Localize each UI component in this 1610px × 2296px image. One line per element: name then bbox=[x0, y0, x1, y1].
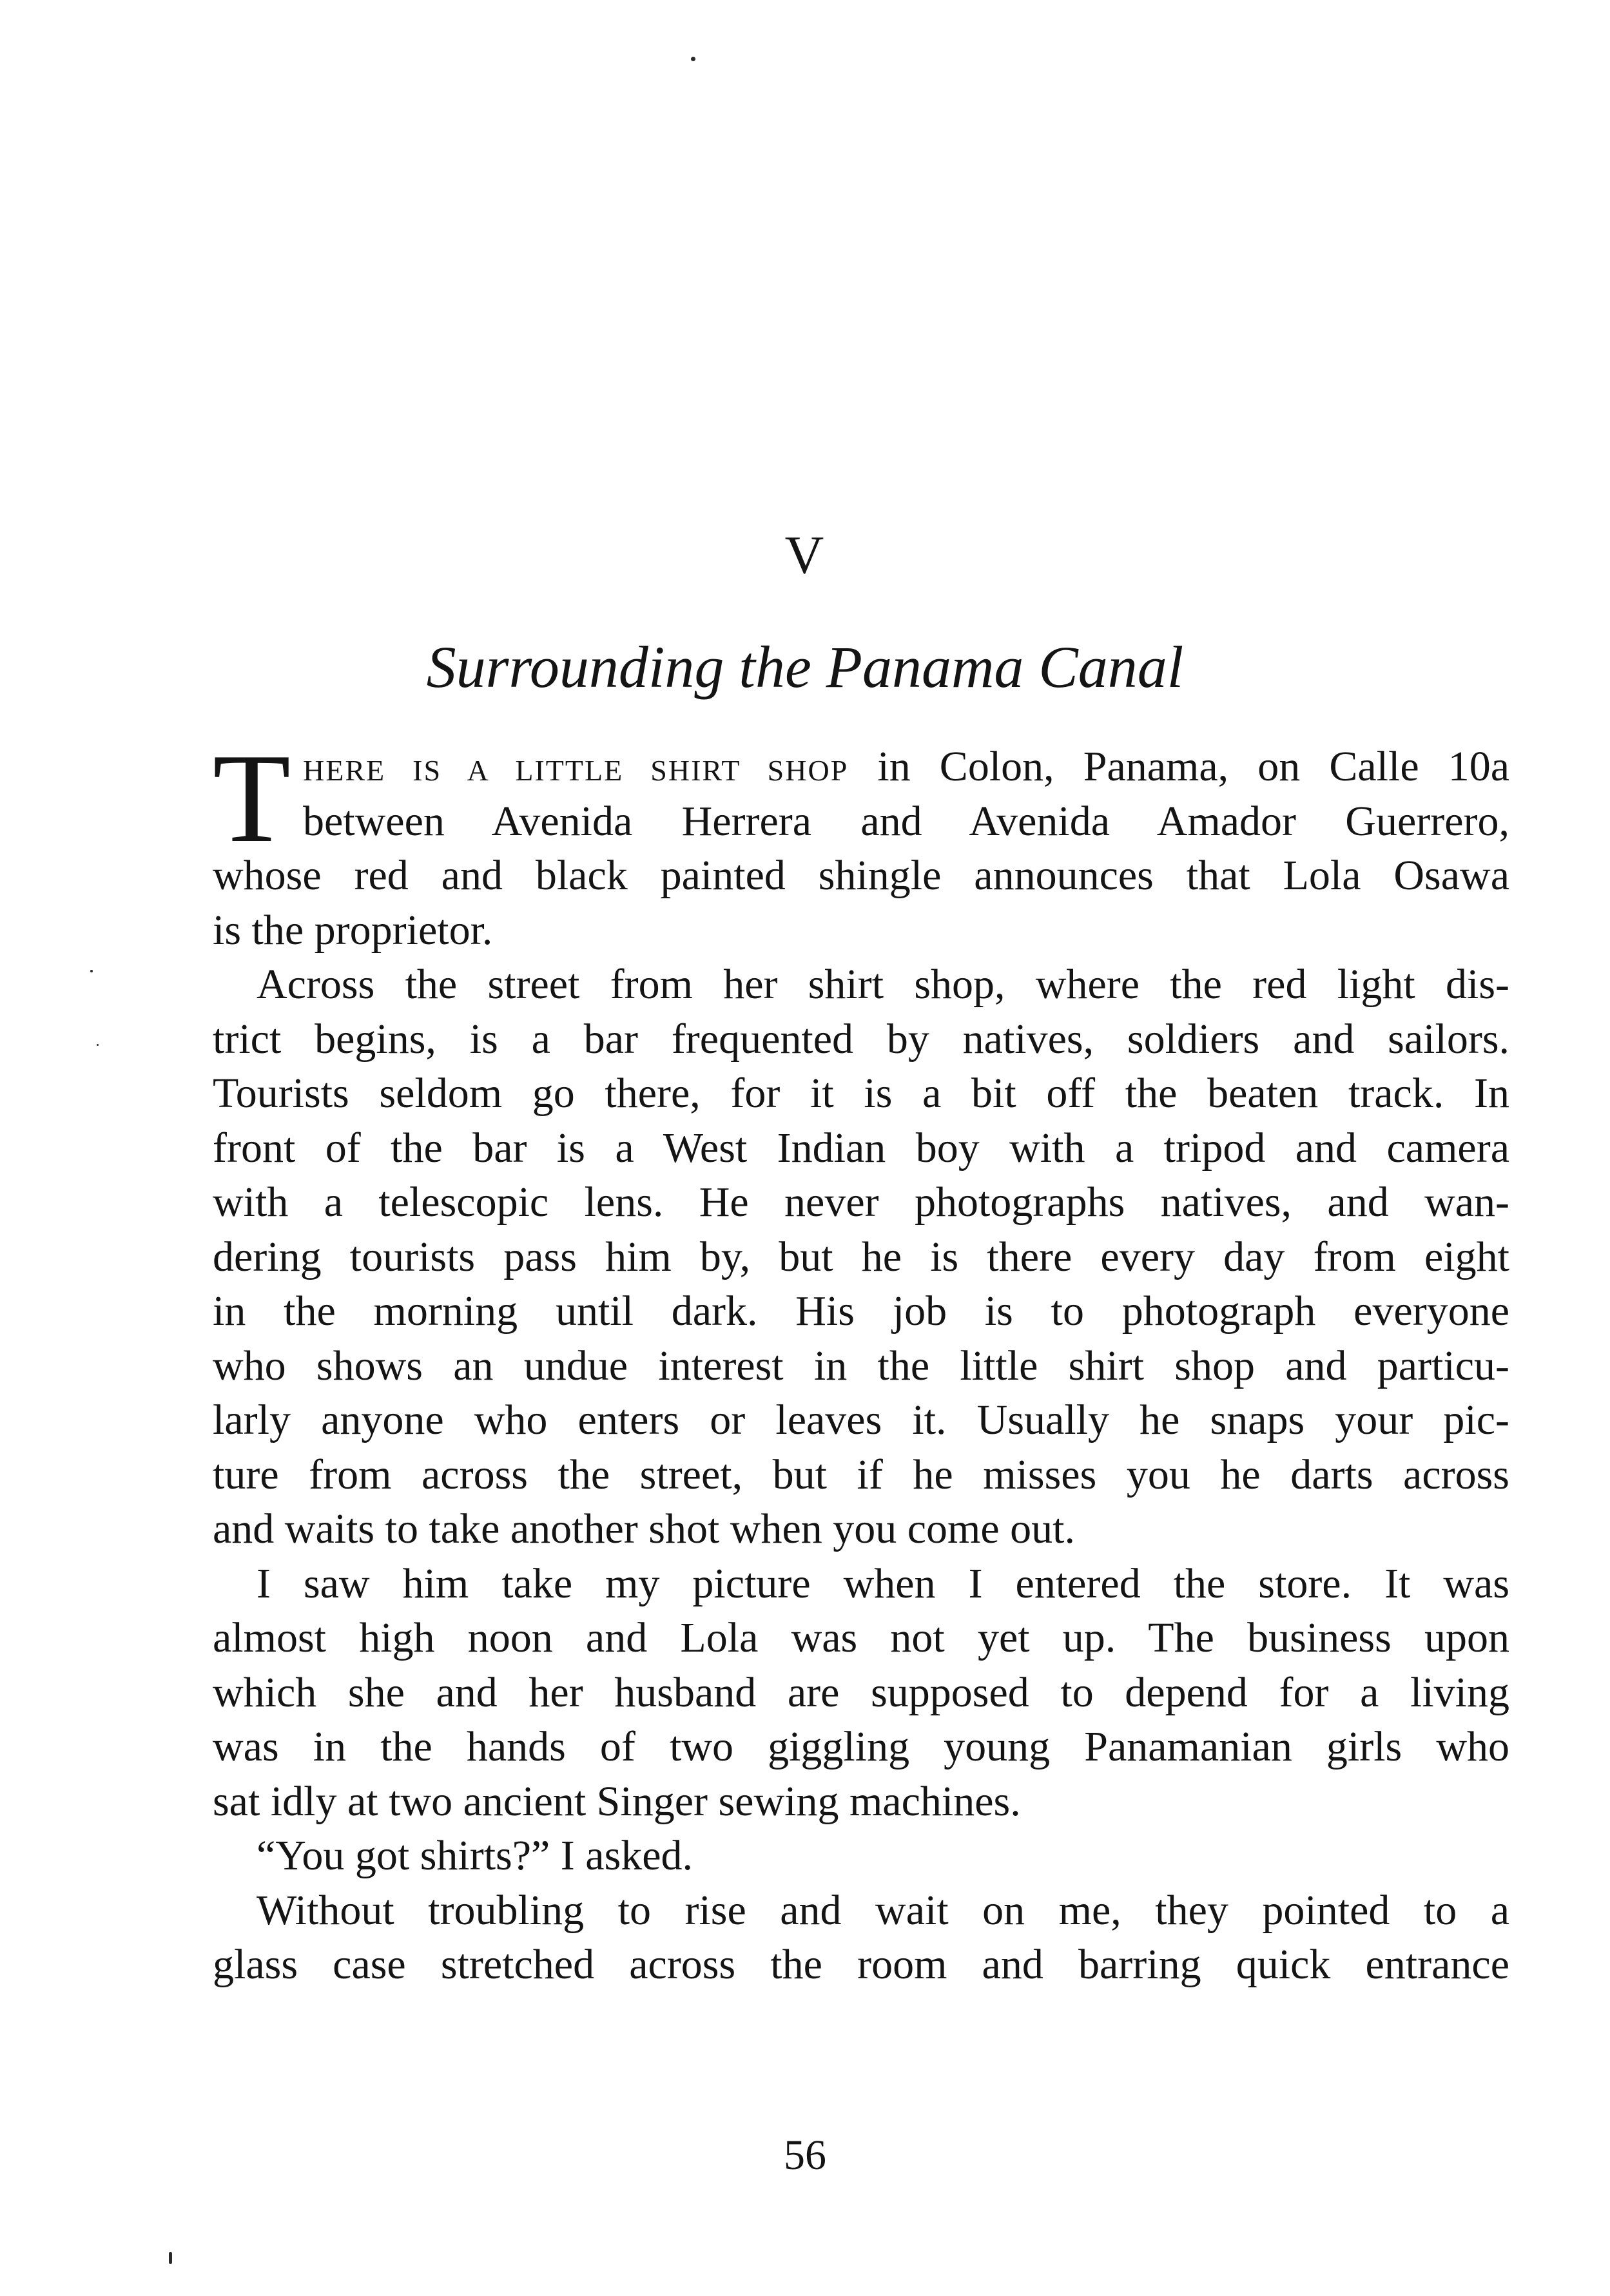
text-line: larly anyone who enters or leaves it. Usually he snaps your pic- bbox=[213, 1396, 1509, 1443]
text-line: Tourists seldom go there, for it is a bit off the beaten track. In bbox=[213, 1070, 1509, 1117]
text-line: ture from across the street, but if he misses you he darts across bbox=[213, 1451, 1509, 1498]
scan-speck-margin-2 bbox=[97, 1044, 99, 1046]
text-line: is the proprietor. bbox=[213, 906, 493, 954]
opening-smallcaps: HERE IS A LITTLE SHIRT SHOP bbox=[303, 754, 849, 787]
text-line: trict begins, is a bar frequented by natives, soldiers and sailors. bbox=[213, 1015, 1509, 1063]
first-line-rest: in Colon, Panama, on Calle 10a bbox=[848, 743, 1509, 790]
body-text bbox=[213, 728, 1509, 1992]
text-line: “You got shirts?” I asked. bbox=[257, 1832, 693, 1879]
text-line: sat idly at two ancient Singer sewing machines. bbox=[213, 1777, 1021, 1825]
text-line: glass case stretched across the room and barring quick entrance bbox=[213, 1941, 1509, 1988]
text-line: almost high noon and Lola was not yet up. The business upon bbox=[213, 1614, 1509, 1661]
text-line: I saw him take my picture when I entered the store. It was bbox=[257, 1559, 1509, 1607]
scan-speck-bottom bbox=[169, 2252, 172, 2264]
text-line: dering tourists pass him by, but he is there every day from eight bbox=[213, 1233, 1509, 1280]
text-line: Across the street from her shirt shop, where the red light dis- bbox=[257, 961, 1509, 1008]
text-line: in the morning until dark. His job is to photograph everyone bbox=[213, 1288, 1509, 1335]
chapter-number: V bbox=[784, 525, 826, 585]
text-line: whose red and black painted shingle announces that Lola Osawa bbox=[213, 852, 1509, 899]
first-line bbox=[213, 740, 1509, 795]
text-line: between Avenida Herrera and Avenida Amador Guerrero, bbox=[303, 797, 1509, 845]
drop-cap: T bbox=[213, 728, 291, 869]
text-line: with a telescopic lens. He never photographs natives, and wan- bbox=[213, 1179, 1509, 1226]
chapter-title: Surrounding the Panama Canal bbox=[426, 634, 1184, 700]
text-line: who shows an undue interest in the little shirt shop and particu- bbox=[213, 1342, 1509, 1389]
text-line: was in the hands of two giggling young Panamanian girls who bbox=[213, 1723, 1509, 1770]
scan-speck-margin bbox=[90, 970, 93, 972]
text-line: front of the bar is a West Indian boy with a tripod and camera bbox=[213, 1124, 1509, 1172]
text-line: and waits to take another shot when you come out. bbox=[213, 1505, 1076, 1552]
text-line: Without troubling to rise and wait on me, they pointed to a bbox=[257, 1886, 1509, 1934]
scan-speck-top bbox=[691, 57, 695, 61]
text-line: which she and her husband are supposed to depend for a living bbox=[213, 1668, 1509, 1716]
page-number: 56 bbox=[784, 2132, 826, 2179]
